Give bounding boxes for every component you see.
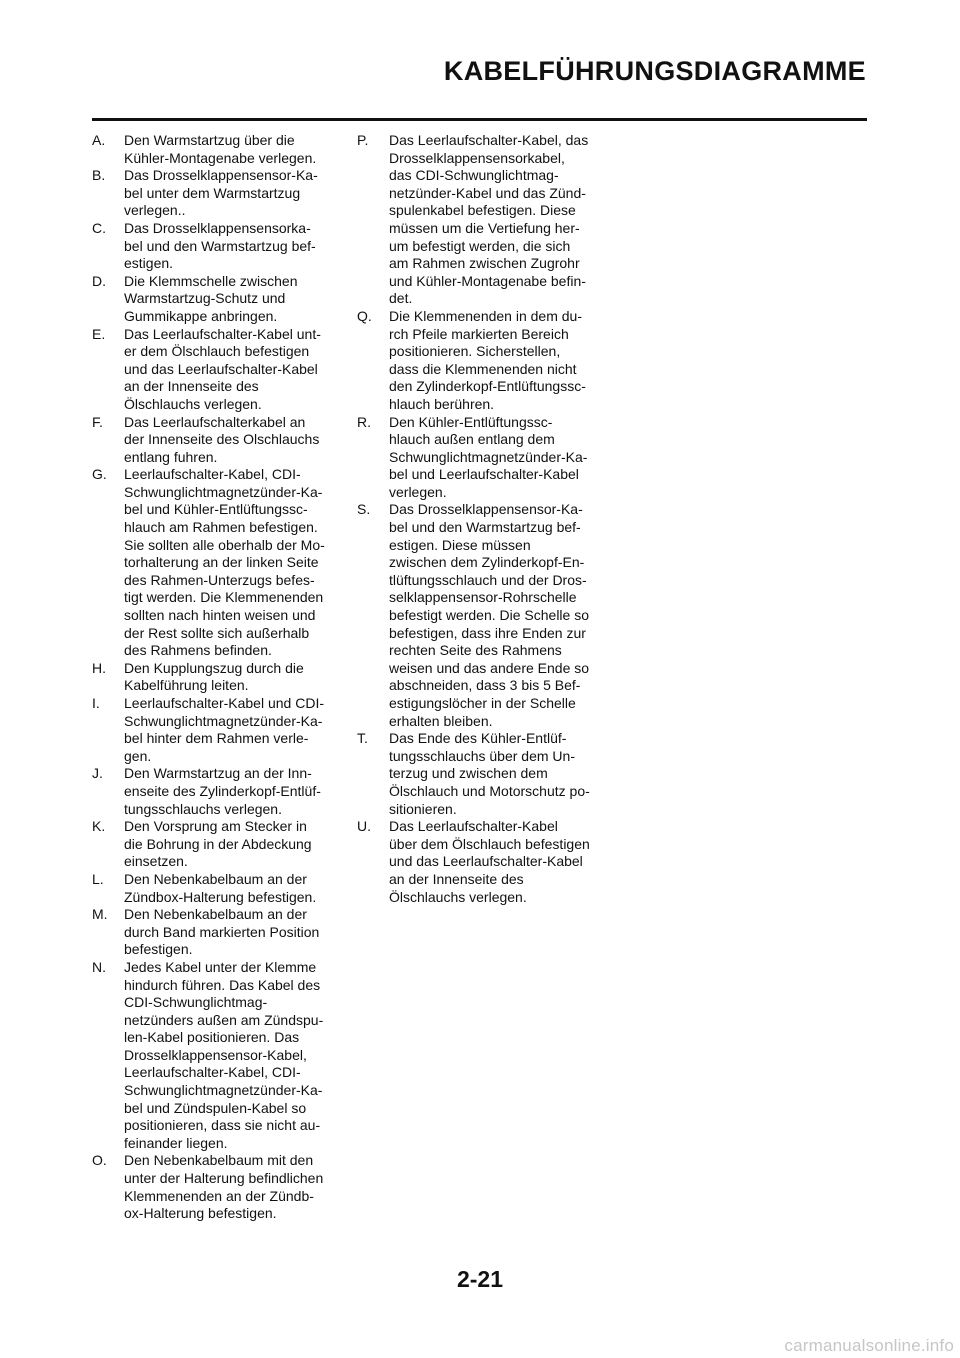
right-column [357,132,607,906]
list-item [357,308,607,414]
list-item [92,273,338,326]
item-letter: D. [92,272,106,289]
list-item [92,466,338,660]
list-item [92,695,338,765]
watermark: carmanualsonline.info [784,1336,954,1355]
item-text: Den Kupplungszug durch die Kabelführung leiten. [124,659,304,694]
item-text: Den Vorsprung am Stecker in die Bohrung in der Abdeckung einsetzen. [124,818,312,870]
item-letter: T. [357,730,368,747]
item-text: Das Leerlaufschalter-Kabel, das Drosselklappensensorkabel, das CDI-Schwunglichtmag- netzünder-Kabel und das Zünd- spulenkabel befestigen. Diese müssen um die Vertiefung her- um befestigt werden, die sich am Rahmen zwischen Zugrohr und Kühler-Montagenabe befin- det. [389,132,589,307]
item-letter: G. [92,466,107,483]
item-text: Jedes Kabel unter der Klemme hindurch führen. Das Kabel des CDI-Schwunglichtmag- netzünders außen am Zündspu- len-Kabel positionieren. Das Drosselklappensensor-Kabel, Leerlaufschalter-Kabel, CDI- Schwunglichtmagnetzünder-Ka- bel und Zündspulen-Kabel so positionieren, dass sie nicht au- feinander liegen. [124,958,324,1151]
item-letter: Q. [357,307,372,324]
item-letter: F. [92,413,103,430]
item-letter: A. [92,132,106,148]
item-text: Den Warmstartzug an der Inn- enseite des Zylinderkopf-Entlüf- tungsschlauchs verlegen. [124,765,321,817]
page-title: KABELFÜHRUNGSDIAGRAMME [443,56,866,86]
list-item [92,765,338,818]
item-text: Die Klemmschelle zwischen Warmstartzug-Schutz und Gummikappe anbringen. [124,272,298,324]
item-letter: C. [92,219,106,236]
item-text: Leerlaufschalter-Kabel und CDI- Schwunglichtmagnetzünder-Ka- bel hinter dem Rahmen verle- gen. [124,695,324,764]
left-column [92,132,338,1223]
item-text: Den Warmstartzug über die Kühler-Montagenabe verlegen. [124,132,317,166]
list-item [92,818,338,871]
item-letter: H. [92,659,106,676]
item-text: Leerlaufschalter-Kabel, CDI- Schwunglichtmagnetzünder-Ka- bel und Kühler-Entlüftungssc- hlauch am Rahmen befestigen. Sie sollten alle oberhalb der Mo- torhalterung an der linken Seite des Rahmen-Unterzugs befes- tigt werden. Die Klemmenenden sollten nach hinten weisen und der Rest sollte sich außerhalb des Rahmens befinden. [124,466,325,659]
item-text: Den Kühler-Entlüftungssc- hlauch außen entlang dem Schwunglichtmagnetzünder-Ka- bel und Leerlaufschalter-Kabel verlegen. [389,413,588,500]
item-letter: P. [357,132,369,148]
item-letter: I. [92,695,100,711]
item-letter: O. [92,1152,107,1169]
item-letter: L. [92,870,104,887]
list-item [92,220,338,273]
item-text: Das Drosselklappensensor-Ka- bel unter dem Warmstartzug verlegen.. [124,167,318,219]
list-item [92,132,338,167]
item-text: Den Nebenkabelbaum an der durch Band markierten Position befestigen. [124,906,320,958]
item-letter: M. [92,906,108,923]
item-text: Das Leerlaufschalter-Kabel unt- er dem Ölschlauch befestigen und das Leerlaufschalter-Kabel an der Innenseite des Ölschlauchs verlegen. [124,325,321,412]
list-item [92,167,338,220]
item-text: Das Leerlaufschalterkabel an der Innenseite des Olschlauchs entlang fuhren. [124,413,320,465]
list-item [92,326,338,414]
list-item [357,818,607,906]
list-item [92,660,338,695]
item-letter: K. [92,818,106,835]
item-text: Das Drosselklappensensorka- bel und den Warmstartzug bef- estigen. [124,219,316,272]
item-letter: R. [357,413,371,430]
list-item [92,871,338,906]
item-letter: S. [357,501,371,518]
item-text: Den Nebenkabelbaum mit den unter der Halterung befindlichen Klemmenenden an der Zündb- ox-Halterung befestigen. [124,1152,324,1222]
list-item [357,501,607,730]
list-item [357,132,607,308]
list-item [357,414,607,502]
header-rule [92,118,867,121]
list-item [92,906,338,959]
list-item [92,1152,338,1222]
page-number: 2-21 [456,1266,504,1292]
item-letter: J. [92,765,103,782]
item-letter: E. [92,325,106,342]
item-text: Das Drosselklappensensor-Ka- bel und den Warmstartzug bef- estigen. Diese müssen zwischen dem Zylinderkopf-En- tlüftungsschlauch und der Dros- selklappensensor-Rohrschelle befestigt werden. Die Schelle so befestigen, dass ihre Enden zur rechten Seite des Rahmens weisen und das andere Ende so abschneiden, dass 3 bis 5 Bef- estigungslöcher in der Schelle erhalten bleiben. [389,501,590,729]
item-letter: N. [92,958,106,975]
item-text: Das Leerlaufschalter-Kabel über dem Ölschlauch befestigen und das Leerlaufschalter-Kabel an der Innenseite des Ölschlauchs verlegen. [389,818,590,905]
list-item [92,414,338,467]
list-item [92,959,338,1153]
item-text: Das Ende des Kühler-Entlüf- tungsschlauchs über dem Un- terzug und zwischen dem Ölschlauch und Motorschutz po- sitionieren. [389,730,590,817]
item-text: Den Nebenkabelbaum an der Zündbox-Halterung befestigen. [124,870,317,905]
item-text: Die Klemmenenden in dem du- rch Pfeile markierten Bereich positionieren. Sicherstellen, dass die Klemmenenden nicht den Zylinderkopf-Entlüftungssc- hlauch berühren. [389,307,586,412]
item-letter: B. [92,167,106,184]
item-letter: U. [357,818,371,835]
list-item [357,730,607,818]
